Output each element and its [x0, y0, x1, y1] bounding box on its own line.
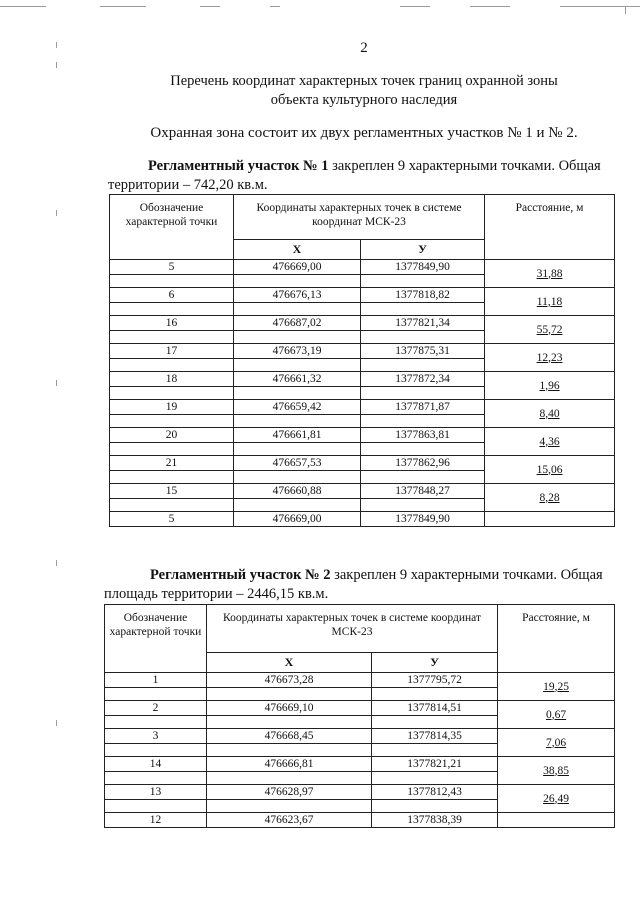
x-coordinate-cell: 476669,00: [234, 260, 361, 275]
header-x: X: [207, 653, 372, 673]
scan-edge-line: [200, 6, 220, 7]
y-coordinate-cell: 1377872,34: [361, 372, 485, 387]
empty-cell: [234, 303, 361, 316]
y-coordinate-cell: 1377821,21: [372, 757, 498, 772]
scan-binding-mark: [56, 210, 57, 216]
distance-cell: [485, 512, 615, 527]
distance-cell: [498, 701, 615, 729]
distance-cell: [485, 316, 615, 344]
y-coordinate-cell: 1377862,96: [361, 456, 485, 471]
distance-cell: [485, 288, 615, 316]
coordinates-table-1: [109, 194, 615, 527]
empty-cell: [361, 275, 485, 288]
section1-paragraph: [108, 157, 640, 195]
section1-line-1: [108, 157, 640, 176]
table-row: [110, 344, 615, 359]
distance-cell: [498, 673, 615, 701]
empty-cell: [372, 772, 498, 785]
empty-cell: [361, 359, 485, 372]
distance-value: 0,67: [545, 708, 567, 721]
x-coordinate-cell: 476659,42: [234, 400, 361, 415]
x-coordinate-cell: 476623,67: [207, 813, 372, 828]
scan-edge-line: [400, 6, 430, 7]
empty-cell: [207, 744, 372, 757]
distance-cell: [498, 729, 615, 757]
section1-heading: Регламентный участок № 1: [148, 158, 329, 174]
empty-cell: [110, 359, 234, 372]
empty-cell: [110, 275, 234, 288]
scan-edge-line: [0, 6, 46, 7]
distance-cell: [498, 813, 615, 828]
distance-value: 7,06: [545, 736, 567, 749]
x-coordinate-cell: 476669,00: [234, 512, 361, 527]
distance-value: 26,49: [543, 792, 569, 805]
distance-value: 38,85: [543, 764, 569, 777]
empty-cell: [234, 275, 361, 288]
section1-text: закреплен 9 характерными точками. Общая: [328, 158, 601, 174]
scan-binding-mark: [56, 62, 57, 68]
distance-cell: [498, 757, 615, 785]
x-coordinate-cell: 476669,10: [207, 701, 372, 716]
empty-cell: [361, 331, 485, 344]
header-y: У: [361, 240, 485, 260]
point-name-cell: 6: [110, 288, 234, 303]
point-name-cell: 20: [110, 428, 234, 443]
scan-edge-line: [625, 6, 626, 14]
distance-value: 4,36: [539, 435, 560, 448]
x-coordinate-cell: 476628,97: [207, 785, 372, 800]
x-coordinate-cell: 476673,19: [234, 344, 361, 359]
empty-cell: [361, 443, 485, 456]
intro-text: Охранная зона состоит их двух регламентных участков № 1 и № 2.: [150, 125, 578, 141]
title-line-2: объекта культурного наследия: [270, 92, 458, 108]
x-coordinate-cell: 476661,32: [234, 372, 361, 387]
point-name-cell: 12: [105, 813, 207, 828]
y-coordinate-cell: 1377849,90: [361, 512, 485, 527]
empty-cell: [105, 744, 207, 757]
distance-value: 11,18: [536, 295, 563, 308]
title-line-1: Перечень координат характерных точек границ охранной зоны: [170, 73, 558, 89]
header-point: Обозначение характерной точки: [105, 605, 207, 673]
scan-binding-mark: [56, 560, 57, 566]
scan-edge-line: [470, 6, 510, 7]
point-name-cell: 13: [105, 785, 207, 800]
y-coordinate-cell: 1377849,90: [361, 260, 485, 275]
section2-heading: Регламентный участок № 2: [150, 567, 331, 583]
distance-value: 55,72: [536, 323, 563, 336]
distance-cell: [485, 484, 615, 512]
empty-cell: [105, 716, 207, 729]
y-coordinate-cell: 1377814,35: [372, 729, 498, 744]
table-row: [110, 484, 615, 499]
y-coordinate-cell: 1377812,43: [372, 785, 498, 800]
header-distance: Расстояние, м: [485, 195, 615, 260]
table-row: [110, 372, 615, 387]
point-name-cell: 19: [110, 400, 234, 415]
distance-value: 15,06: [536, 463, 563, 476]
point-name-cell: 1: [105, 673, 207, 688]
empty-cell: [234, 387, 361, 400]
page-number: 2: [360, 40, 368, 56]
scan-edge-line: [560, 6, 640, 7]
table-row: [110, 428, 615, 443]
y-coordinate-cell: 1377821,34: [361, 316, 485, 331]
empty-cell: [207, 688, 372, 701]
empty-cell: [110, 415, 234, 428]
y-coordinate-cell: 1377863,81: [361, 428, 485, 443]
x-coordinate-cell: 476673,28: [207, 673, 372, 688]
distance-cell: [485, 372, 615, 400]
table-row: [105, 757, 615, 772]
table-row: [110, 316, 615, 331]
header-coordinates: Координаты характерных точек в системе координат МСК-23: [234, 195, 485, 240]
distance-value: 1,96: [539, 379, 560, 392]
point-name-cell: 18: [110, 372, 234, 387]
y-coordinate-cell: 1377871,87: [361, 400, 485, 415]
x-coordinate-cell: 476668,45: [207, 729, 372, 744]
section2-paragraph: [104, 566, 640, 604]
empty-cell: [361, 499, 485, 512]
empty-cell: [234, 443, 361, 456]
empty-cell: [207, 800, 372, 813]
distance-cell: [498, 785, 615, 813]
distance-cell: [485, 428, 615, 456]
scan-binding-mark: [56, 720, 57, 726]
y-coordinate-cell: 1377875,31: [361, 344, 485, 359]
header-point: Обозначение характерной точки: [110, 195, 234, 260]
empty-cell: [372, 744, 498, 757]
empty-cell: [361, 303, 485, 316]
scan-edge-line: [270, 6, 280, 7]
empty-cell: [105, 800, 207, 813]
table-row: [105, 673, 615, 688]
y-coordinate-cell: 1377814,51: [372, 701, 498, 716]
empty-cell: [234, 359, 361, 372]
empty-cell: [110, 499, 234, 512]
x-coordinate-cell: 476657,53: [234, 456, 361, 471]
distance-value: 19,25: [543, 680, 569, 693]
empty-cell: [234, 499, 361, 512]
distance-value: 12,23: [536, 351, 563, 364]
distance-value: 8,40: [539, 407, 560, 420]
header-y: У: [372, 653, 498, 673]
table-row: [110, 400, 615, 415]
point-name-cell: 21: [110, 456, 234, 471]
point-name-cell: 3: [105, 729, 207, 744]
table-row: [105, 701, 615, 716]
point-name-cell: 14: [105, 757, 207, 772]
empty-cell: [372, 688, 498, 701]
point-name-cell: 15: [110, 484, 234, 499]
distance-cell: [485, 260, 615, 288]
empty-cell: [110, 331, 234, 344]
x-coordinate-cell: 476687,02: [234, 316, 361, 331]
empty-cell: [207, 716, 372, 729]
empty-cell: [361, 415, 485, 428]
empty-cell: [105, 688, 207, 701]
section1-line-2: территории – 742,20 кв.м.: [108, 177, 268, 193]
distance-cell: [485, 344, 615, 372]
y-coordinate-cell: 1377818,82: [361, 288, 485, 303]
point-name-cell: 17: [110, 344, 234, 359]
point-name-cell: 5: [110, 260, 234, 275]
empty-cell: [361, 387, 485, 400]
distance-cell: [485, 456, 615, 484]
point-name-cell: 16: [110, 316, 234, 331]
y-coordinate-cell: 1377795,72: [372, 673, 498, 688]
empty-cell: [234, 471, 361, 484]
table-row: [105, 785, 615, 800]
empty-cell: [110, 443, 234, 456]
empty-cell: [234, 331, 361, 344]
x-coordinate-cell: 476660,88: [234, 484, 361, 499]
empty-cell: [207, 772, 372, 785]
header-coordinates: Координаты характерных точек в системе координат МСК-23: [207, 605, 498, 653]
x-coordinate-cell: 476676,13: [234, 288, 361, 303]
x-coordinate-cell: 476661,81: [234, 428, 361, 443]
empty-cell: [110, 303, 234, 316]
table-row: [110, 288, 615, 303]
distance-value: 31,88: [536, 267, 563, 280]
empty-cell: [372, 716, 498, 729]
section2-line-2: площадь территории – 2446,15 кв.м.: [104, 586, 329, 602]
scan-edge-line: [100, 6, 146, 7]
y-coordinate-cell: 1377848,27: [361, 484, 485, 499]
section2-text: закреплен 9 характерными точками. Общая: [330, 567, 603, 583]
table-row: [110, 512, 615, 527]
point-name-cell: 5: [110, 512, 234, 527]
document-title: [0, 72, 640, 110]
section2-line-1: [104, 566, 640, 585]
empty-cell: [361, 471, 485, 484]
scan-binding-mark: [56, 380, 57, 386]
header-distance: Расстояние, м: [498, 605, 615, 673]
table-row: [105, 813, 615, 828]
table-row: [110, 260, 615, 275]
point-name-cell: 2: [105, 701, 207, 716]
header-x: X: [234, 240, 361, 260]
table-row: [110, 456, 615, 471]
distance-value: 8,28: [539, 491, 560, 504]
y-coordinate-cell: 1377838,39: [372, 813, 498, 828]
empty-cell: [234, 415, 361, 428]
empty-cell: [110, 387, 234, 400]
empty-cell: [372, 800, 498, 813]
empty-cell: [110, 471, 234, 484]
x-coordinate-cell: 476666,81: [207, 757, 372, 772]
distance-cell: [485, 400, 615, 428]
coordinates-table-2: [104, 604, 615, 828]
table-row: [105, 729, 615, 744]
empty-cell: [105, 772, 207, 785]
